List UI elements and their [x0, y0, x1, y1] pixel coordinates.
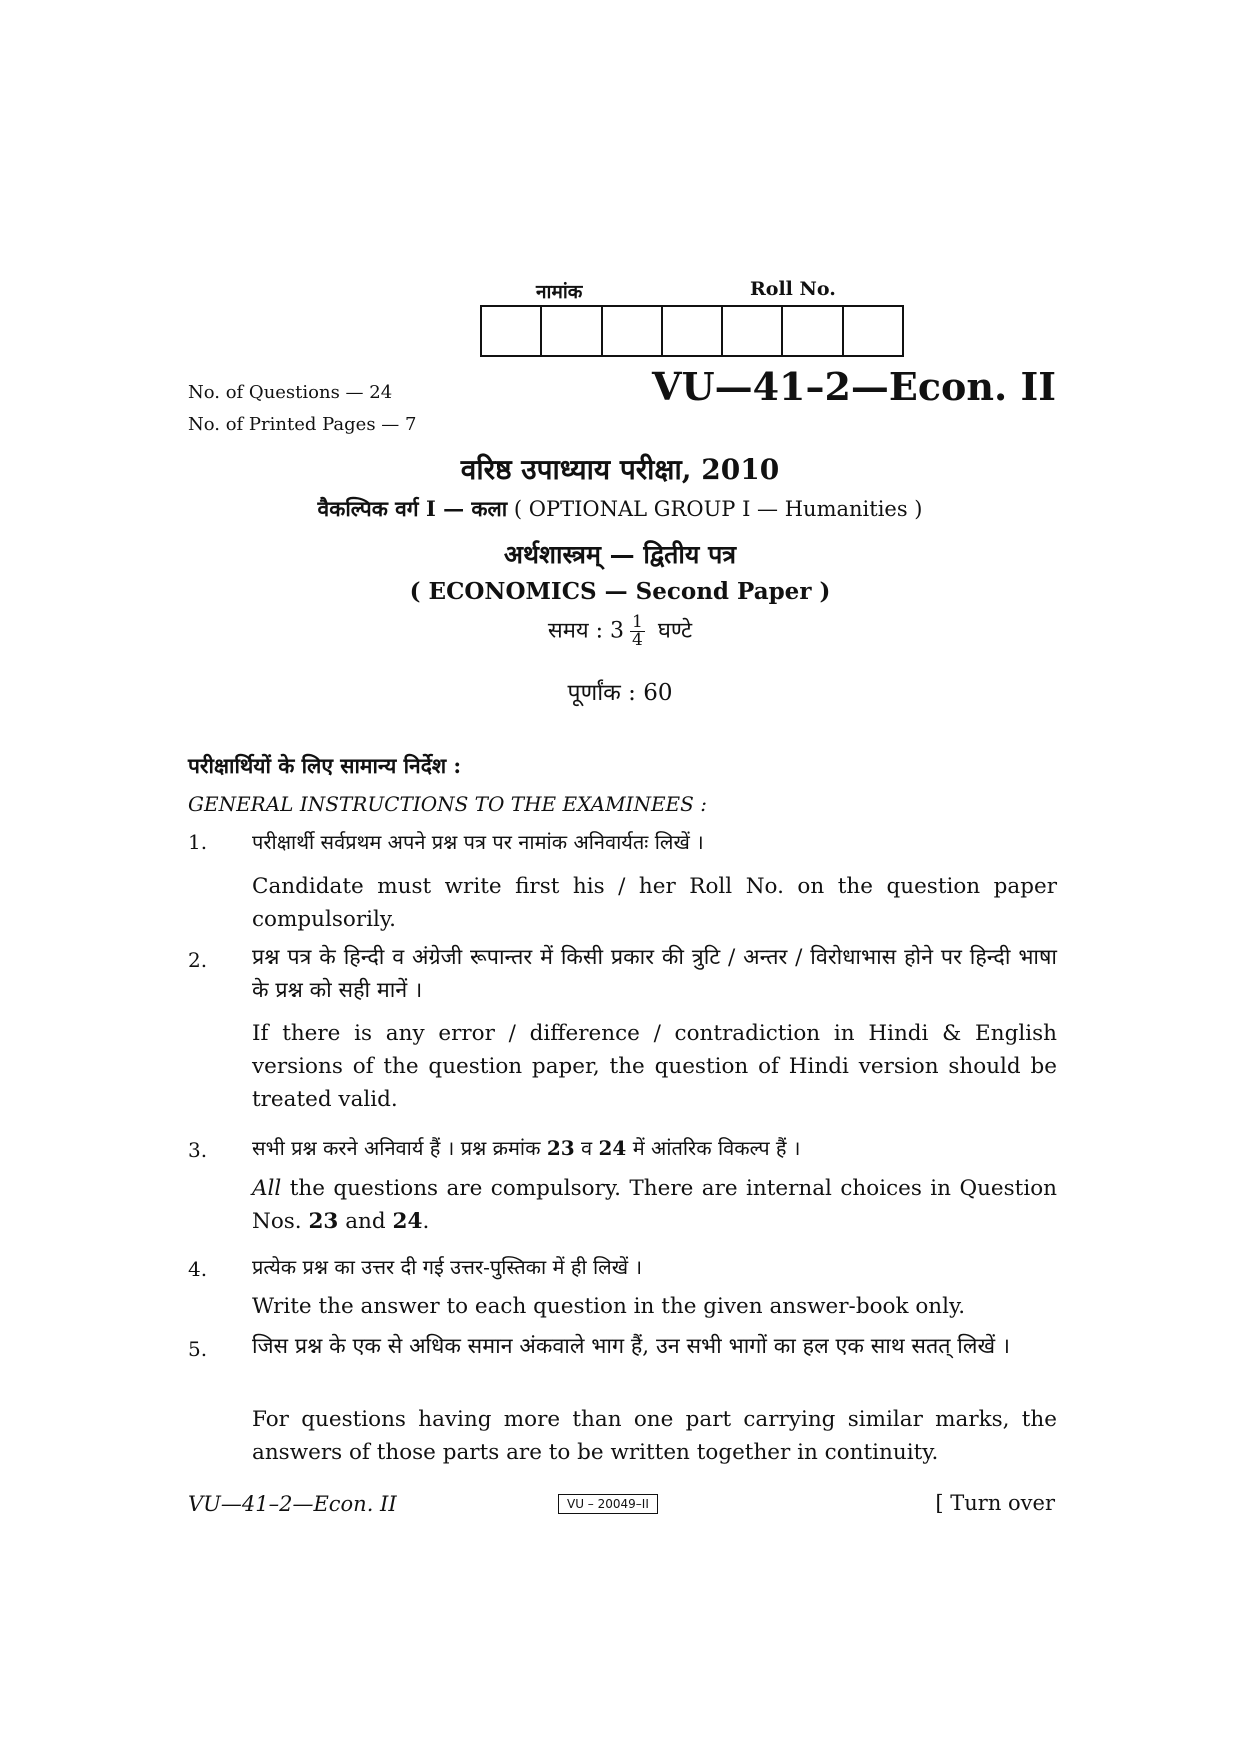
roll-number-boxes[interactable]: [480, 305, 904, 357]
number-of-printed-pages: No. of Printed Pages — 7: [188, 414, 417, 435]
subject-english: ( ECONOMICS — Second Paper ): [409, 578, 831, 605]
exam-title: वरिष्ठ उपाध्याय परीक्षा, 2010: [460, 453, 780, 486]
instruction-3-english-text: the questions are compulsory. There are internal choices in Question Nos.: [252, 1176, 1057, 1234]
instruction-number: 1.: [188, 830, 208, 854]
maximum-marks: पूर्णांक : 60: [567, 680, 673, 706]
instructions-heading-english: GENERAL INSTRUCTIONS TO THE EXAMINEES :: [188, 792, 707, 816]
instruction-3-english-period: .: [422, 1209, 430, 1234]
roll-number-digit-box[interactable]: [723, 307, 783, 355]
instruction-5-hindi: जिस प्रश्न के एक से अधिक समान अंकवाले भाग हैं, उन सभी भागों का हल एक साथ सतत् लिखें ।: [252, 1334, 1011, 1359]
roll-number-labels: [480, 278, 920, 304]
optional-group-line: [0, 495, 1240, 523]
instruction-number: 2.: [188, 948, 208, 972]
instruction-3-english: [252, 1172, 1057, 1238]
group-hindi: वैकल्पिक वर्ग I — कला: [317, 496, 508, 521]
roll-number-digit-box[interactable]: [603, 307, 663, 355]
instruction-3-hindi-rest: में आंतरिक विकल्प हैं ।: [632, 1136, 801, 1160]
instruction-4-hindi: प्रत्येक प्रश्न का उत्तर दी गई उत्तर-पुस्तिका में ही लिखें ।: [252, 1255, 643, 1279]
number-of-questions: No. of Questions — 24: [188, 382, 393, 403]
subject-hindi: अर्थशास्त्रम् — द्वितीय पत्र: [503, 540, 737, 569]
time-allowed: [0, 614, 1240, 649]
instruction-5-english: For questions having more than one part carrying similar marks, the answers of those parts are to be written together in continuity.: [252, 1407, 1057, 1465]
roll-number-digit-box[interactable]: [482, 307, 542, 355]
instruction-2-english: If there is any error / difference / contradiction in Hindi & English versions of the question paper, the question of Hindi version should be treated valid.: [252, 1021, 1057, 1112]
time-fraction: [630, 614, 645, 649]
roll-label-english: Roll No.: [750, 278, 836, 300]
time-fraction-denominator: 4: [632, 630, 643, 650]
roll-number-digit-box[interactable]: [663, 307, 723, 355]
instructions-heading-hindi: परीक्षार्थियों के लिए सामान्य निर्देश :: [188, 753, 462, 778]
instruction-3-english-q24: 24: [392, 1209, 423, 1234]
roll-number-digit-box[interactable]: [783, 307, 843, 355]
roll-number-digit-box[interactable]: [542, 307, 602, 355]
instruction-1-hindi: परीक्षार्थी सर्वप्रथम अपने प्रश्न पत्र पर नामांक अनिवार्यतः लिखें ।: [252, 830, 704, 854]
footer-paper-code: VU—41–2—Econ. II: [188, 1492, 397, 1516]
roll-number-digit-box[interactable]: [844, 307, 902, 355]
instruction-3-hindi-q24: 24: [598, 1136, 627, 1160]
instruction-number: 4.: [188, 1257, 208, 1281]
footer-serial-box: VU – 20049–II: [558, 1494, 658, 1514]
instruction-4-english: Write the answer to each question in the given answer-book only.: [252, 1294, 966, 1319]
time-label: समय : 3: [547, 618, 625, 644]
instruction-3-english-and: and: [345, 1209, 386, 1234]
instruction-3-hindi: [252, 1132, 1057, 1165]
instruction-number: 5.: [188, 1337, 208, 1361]
instruction-1-english: Candidate must write first his / her Roll No. on the question paper compulsorily.: [252, 874, 1057, 932]
group-english: ( OPTIONAL GROUP I — Humanities ): [513, 497, 923, 521]
instruction-3-english-q23: 23: [308, 1209, 339, 1234]
instruction-2-hindi: प्रश्न पत्र के हिन्दी व अंग्रेजी रूपान्तर में किसी प्रकार की त्रुटि / अन्तर / विरोधाभास होने पर हिन्दी भाषा के प्रश्न को सही मानें ।: [252, 945, 1057, 1003]
instruction-3-hindi-and: व: [581, 1136, 593, 1160]
instruction-3-hindi-q23: 23: [546, 1136, 575, 1160]
paper-code: VU—41–2—Econ. II: [651, 364, 1056, 409]
roll-label-hindi: नामांक: [536, 281, 583, 303]
time-fraction-numerator: 1: [632, 612, 643, 632]
time-unit: घण्टे: [657, 618, 693, 644]
instruction-3-english-all: All: [252, 1176, 282, 1201]
instruction-3-hindi-text: सभी प्रश्न करने अनिवार्य हैं । प्रश्न क्रमांक: [252, 1136, 541, 1160]
turn-over-note: [ Turn over: [935, 1491, 1055, 1515]
instruction-number: 3.: [188, 1138, 208, 1162]
